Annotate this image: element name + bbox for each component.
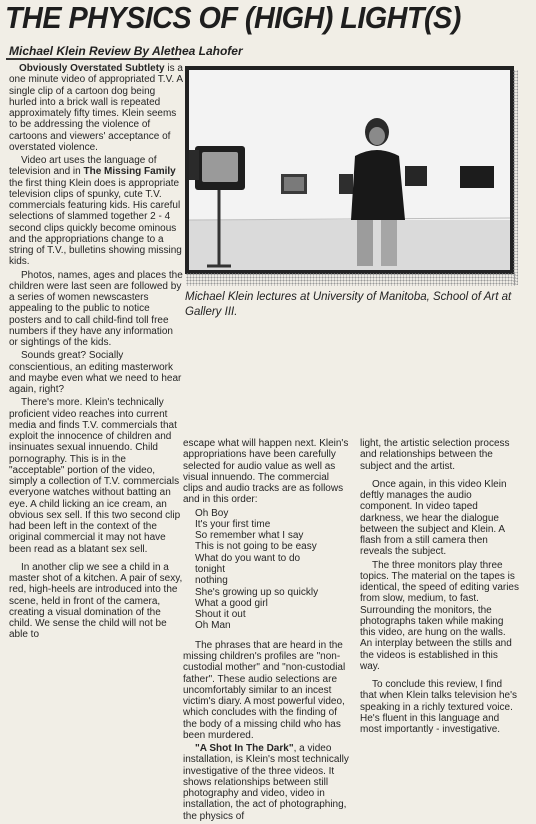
audio-track-item: What a good girl: [195, 597, 268, 609]
paragraph: To conclude this review, I find that when Klein talks television he's speaking in a richly textured voice. He's fluent in this language and most importantly - investigative.: [360, 679, 517, 735]
audio-track-item: Oh Boy: [195, 507, 229, 519]
paragraph-text: , a video installation, is Klein's most technically investigative of the three videos. It shows relationships between still photography and video, video in installation, the act of photographing, the physics of: [183, 743, 349, 822]
video-title: The Missing Family: [83, 166, 176, 178]
audio-track-item: It's your first time: [195, 518, 271, 530]
paragraph: [9, 155, 184, 268]
article-column-3: [360, 438, 520, 737]
article-photo: [185, 66, 514, 274]
paragraph: The phrases that are heard in the missing children's profiles are "non-custodial mother" and "non-custodial father". These audio selections are uncomfortably similar to an incest victim's diary. A most powerful video, which concludes with the finding of the body of a missing child who has been murdered.: [183, 639, 346, 741]
article-headline: THE PHYSICS OF (HIGH) LIGHT(S): [5, 0, 461, 35]
photo-illustration: [189, 70, 510, 270]
paragraph-text: Video art uses the language of television and in: [9, 155, 157, 178]
audio-track-item: So remember what I say: [195, 530, 304, 542]
audio-track-item: nothing: [195, 575, 228, 587]
video-title: Obviously Overstated Subtlety: [19, 63, 165, 74]
photo-shadow-bottom: [186, 273, 516, 286]
audio-track-item: Shout it out: [195, 609, 246, 621]
paragraph: In another clip we see a child in a master shot of a kitchen. A pair of sexy, red, high-heels are introduced into the scene, held in front of the camera, creating a visual domination of the child. We sense the child will not be able to: [9, 561, 183, 641]
paragraph: escape what will happen next. Klein's appropriations have been carefully selected for audio value as well as visual innuendo. The commercial clips and audio tracks are as follows and in this order:: [183, 438, 349, 506]
paragraph: There's more. Klein's technically proficient video reaches into current media and finds T.V. commercials that exploit the innocence of children and insinuates sexual innuendo. Child pornography. This is in the "acceptable" portion of the video, simply a collection of T.V. commercials everyone watches without batting an eye. A child licking an ice cream, an obvious sex sell. If this two second clip had been left in the context of the original commercial it may not have been read as a blatant sex sell.: [9, 397, 181, 555]
paragraph: [183, 743, 351, 822]
paragraph: Once again, in this video Klein deftly manages the audio component. In video taped darkness, we hear the dialogue between the subject and Klein. A flash from a still camera then reveals the subject.: [360, 478, 507, 558]
photo-shadow-right: [513, 70, 518, 285]
paragraph: [9, 63, 184, 153]
audio-track-item: Oh Man: [195, 620, 231, 632]
audio-track-list: [195, 508, 351, 632]
audio-track-item: What do you want to do: [195, 552, 301, 564]
paragraph-text: the first thing Klein does is appropriate television clips of spunky, cute T.V. commercials featuring kids. His careful selections of slammed together 2 - 4 second clips quickly become ominous and the appropriations change to a string of T.V., bulletins showing missing kids.: [9, 177, 182, 268]
article-column-2: [183, 438, 351, 824]
gallery-photo-scene: [189, 70, 510, 270]
paragraph: light, the artistic selection process and relationships between the subject and the artist.: [360, 438, 510, 472]
paragraph: The three monitors play three topics. The material on the tapes is identical, the speed of editing varies from slow, medium, to fast. Surrounding the monitors, the photographs taken while making this video, are hung on the walls. An interplay between the stills and the videos is established in this way.: [360, 559, 519, 672]
article-byline: Michael Klein Review By Alethea Lahofer: [9, 44, 243, 58]
audio-track-item: tonight: [195, 563, 226, 575]
audio-track-item: She's growing up so quickly: [195, 586, 319, 598]
audio-track-item: This is not going to be easy: [195, 541, 317, 553]
paragraph: Photos, names, ages and places the children were last seen are followed by a series of women newscasters appealing to the public to notice posters and to call child-find toll free numbers if they have any information or sightings of the kids.: [9, 269, 183, 348]
paragraph-text: is a one minute video of appropriated T.V. A single clip of a cartoon dog being hurled into a brick wall is repeated approximately fifty times. Klein seems to be addressing the violence of cartoons and viewers' acceptance of overstated violence.: [9, 63, 183, 153]
byline-rule: [6, 58, 180, 60]
video-title: "A Shot In The Dark": [195, 743, 294, 755]
article-column-1: [9, 63, 184, 643]
photo-caption: Michael Klein lectures at University of Manitoba, School of Art at Gallery III.: [185, 291, 512, 318]
paragraph: Sounds great? Socially conscientious, an editing masterwork and maybe even what we need to hear again, right?: [9, 350, 182, 395]
